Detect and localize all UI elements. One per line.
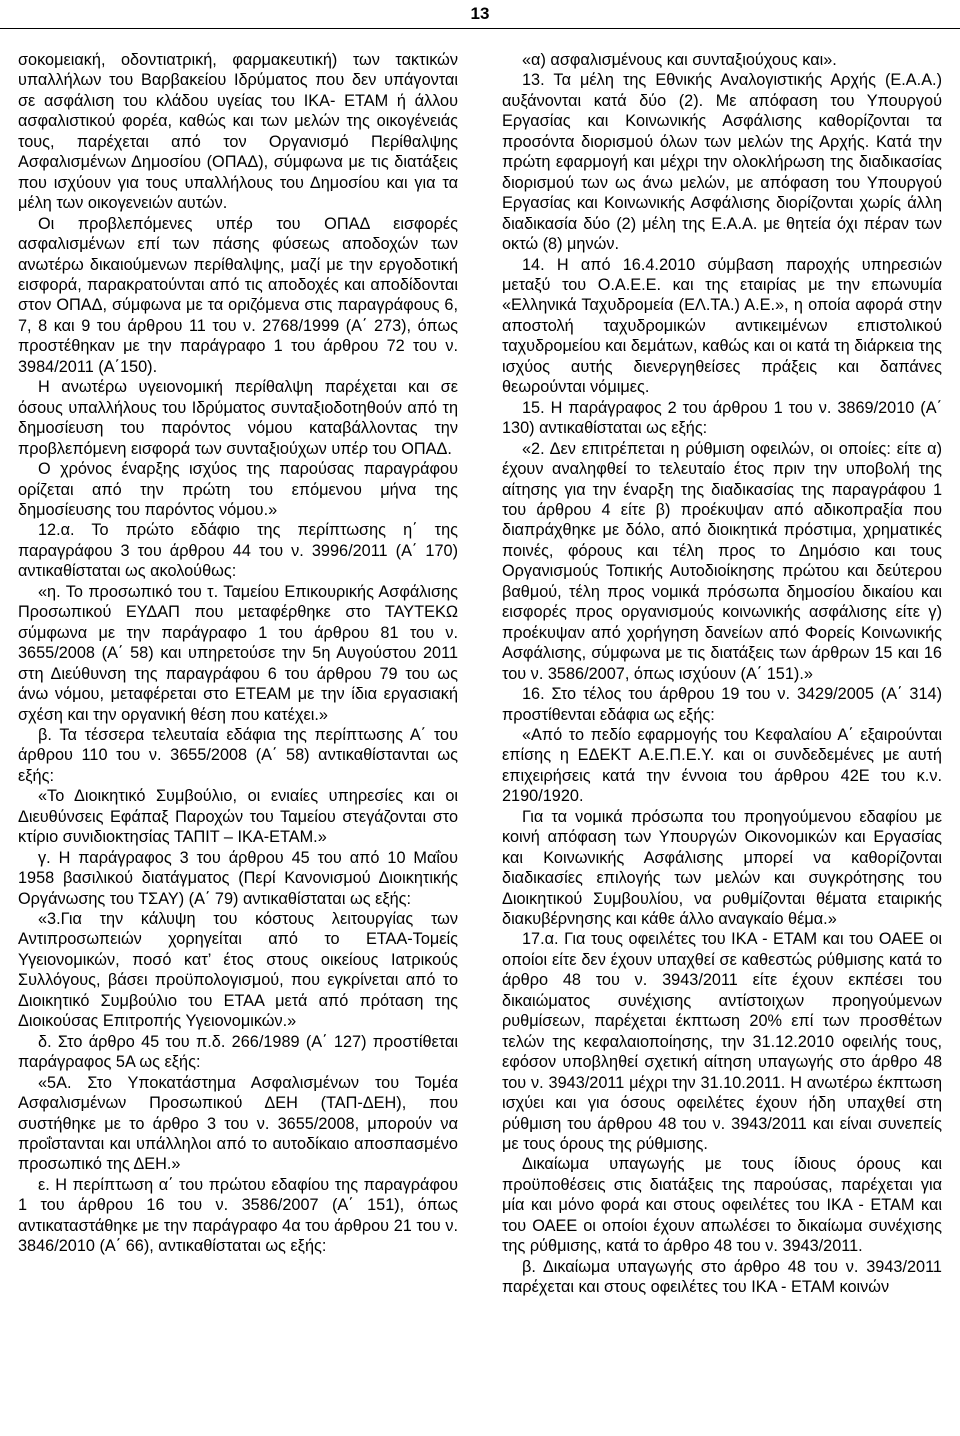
- paragraph: β. Τα τέσσερα τελευταία εδάφια της περίπτωσης Α΄ του άρθρου 110 του ν. 3655/2008 (Α΄ 58) αντικαθίστανται ως εξής:: [18, 725, 458, 785]
- paragraph: «Το Διοικητικό Συμβούλιο, οι ενιαίες υπηρεσίες και οι Διευθύνσεις Εφάπαξ Παροχών του Ταμείου στεγάζονται στο κτίριο συνιδιοκτησίας ΤΑΠΙΤ – ΙΚΑ-ΕΤΑΜ.»: [18, 787, 458, 847]
- paragraph: σοκομειακή, οδοντιατρική, φαρμακευτική) των τακτικών υπαλλήλων του Βαρβακείου Ιδρύματος που δεν υπάγονται σε ασφάλιση του κλάδου υγείας του ΙΚΑ- ΕΤΑΜ ή άλλου ασφαλιστικού φορέα, καθώς και των μελών της οικογένειάς τους, παρέχεται από τον Οργανισμό Περίθαλψης Ασφαλισμένων Δημοσίου (ΟΠΑΔ), σύμφωνα με τις διατάξεις που ισχύουν για τους υπαλλήλους του Δημοσίου και για τα μέλη των οικογενειών αυτών.: [18, 51, 458, 213]
- paragraph: Ο χρόνος έναρξης ισχύος της παρούσας παραγράφου ορίζεται από την πρώτη του επόμενου μήνα της δημοσίευσης του παρόντος νόμου.»: [18, 460, 458, 519]
- paragraph: «2. Δεν επιτρέπεται η ρύθμιση οφειλών, οι οποίες: είτε α) έχουν αναληφθεί το τελευταίο έτος πριν την υποβολή της αίτησης για την έναρξη της διαδικασίας της παραγράφου 1 του άρθρου 4 είτε β) προέκυψαν από αδικοπραξία που διαπράχθηκε με δόλο, από διοικητικά πρόστιμα, χρηματικές ποινές, φόρους και τέλη προς το Δημόσιο και τους Οργανισμούς Τοπικής Αυτοδιοίκησης πρώτου και δεύτερου βαθμού, τέλη προς νομικά πρόσωπα δημοσίου δικαίου και εισφορές προς οργανισμούς κοινωνικής ασφάλισης είτε γ) προέκυψαν από χορήγηση δανείων από Φορείς Κοινωνικής Ασφάλισης, σύμφωνα με τις διατάξεις των άρθρων 15 και 16 του ν. 3586/2007, όπως ισχύουν (Α΄ 151).»: [502, 439, 942, 683]
- paragraph: 14. Η από 16.4.2010 σύμβαση παροχής υπηρεσιών μεταξύ του Ο.Α.Ε.Ε. και της εταιρίας με την επωνυμία «Ελληνικά Ταχυδρομεία (ΕΛ.ΤΑ.) Α.Ε.», η οποία αφορά στην αποστολή ταχυδρομικών αντικειμένων επιστολικού ταχυδρομείου και δεμάτων, καθώς και οι κατά τη διάρκεια της ισχύος αυτής διενεργηθείσες πράξεις και δαπάνες θεωρούνται νόμιμες.: [502, 255, 942, 397]
- paragraph: 13. Τα μέλη της Εθνικής Αναλογιστικής Αρχής (Ε.Α.Α.) αυξάνονται κατά δύο (2). Με απόφαση του Υπουργού Εργασίας και Κοινωνικής Ασφάλισης καθορίζονται τα προσόντα διορισμού όλων των μελών της Αρχής. Κατά την πρώτη εφαρμογή και μέχρι την ολοκλήρωση της διαδικασίας διορισμού των ως άνω μελών, με απόφαση του Υπουργού Εργασίας και Κοινωνικής Ασφάλισης διορίζονται χωρίς άλλη διαδικασία δύο (2) μέλη της Ε.Α.Α. με θητεία όχι πέραν των οκτώ (8) μηνών.: [502, 71, 942, 254]
- paragraph: «Από το πεδίο εφαρμογής του Κεφαλαίου Α΄ εξαιρούνται επίσης η ΕΔΕΚΤ Α.Ε.Π.Ε.Υ. και οι συνδεδεμένες με αυτή επιχειρήσεις κατά την έννοια του άρθρου 42Ε του κ.ν. 2190/1920.: [502, 725, 942, 806]
- paragraph: 16. Στο τέλος του άρθρου 19 του ν. 3429/2005 (Α΄ 314) προστίθενται εδάφια ως εξής:: [502, 685, 942, 724]
- left-column: [18, 50, 458, 1430]
- paragraph: 12.α. Το πρώτο εδάφιο της περίπτωσης η΄ της παραγράφου 3 του άρθρου 44 του ν. 3996/2011 (Α΄ 170) αντικαθίσταται ως ακολούθως:: [18, 521, 458, 581]
- paragraph: «3.Για την κάλυψη του κόστους λειτουργίας των Αντιπροσωπειών χορηγείται από το ΕΤΑΑ-Τομείς Υγειονομικών, ποσό κατ’ έτος στους οικείους Ιατρικούς Συλλόγους, βάσει προϋπολογισμού, που εγκρίνεται από το Διοικητικό Συμβούλιο του ΕΤΑΑ μετά από πρόταση της Διοικούσας Επιτροπής Υγειονομικών.»: [18, 910, 458, 1031]
- paragraph: «5Α. Στο Υποκατάστημα Ασφαλισμένων του Τομέα Ασφαλισμένων Προσωπικού ΔΕΗ (ΤΑΠ-ΔΕΗ), που συστήθηκε με το άρθρο 3 του ν. 3655/2008, μπορούν να προΐστανται και υπάλληλοι από το αυτοδίκαιο αποσπασμένο προσωπικό της ΔΕΗ.»: [18, 1073, 458, 1174]
- paragraph: ε. Η περίπτωση α΄ του πρώτου εδαφίου της παραγράφου 1 του άρθρου 16 του ν. 3586/2007 (Α΄ 151), όπως αντικαταστάθηκε με την παράγραφο 4α του άρθρου 21 του ν. 3846/2010 (Α΄ 66), αντικαθίσταται ως εξής:: [18, 1175, 458, 1256]
- paragraph: 15. Η παράγραφος 2 του άρθρου 1 του ν. 3869/2010 (Α΄ 130) αντικαθίσταται ως εξής:: [502, 398, 942, 438]
- paragraph: Δικαίωμα υπαγωγής με τους ίδιους όρους και προϋποθέσεις στις διατάξεις της παρούσας, παρέχεται για μία και μόνο φορά και στους οφειλέτες του ΙΚΑ - ΕΤΑΜ και του ΟΑΕΕ οι οποίοι έχουν απωλέσει το δικαίωμα συνέχισης της ρύθμισης, κατά το άρθρο 48 του ν. 3943/2011.: [502, 1155, 942, 1256]
- paragraph: «α) ασφαλισμένους και συνταξιούχους και».: [522, 51, 837, 69]
- paragraph: γ. Η παράγραφος 3 του άρθρου 45 του από 10 Μαΐου 1958 βασιλικού διατάγματος (Περί Κανονισμού Διοικητικής Οργάνωσης του ΤΣΑΥ) (Α΄ 79) αντικαθίσταται ως εξής:: [18, 848, 458, 908]
- paragraph: Η ανωτέρω υγειονομική περίθαλψη παρέχεται και σε όσους υπαλλήλους του Ιδρύματος συνταξιοδοτηθούν από τη δημοσίευση του παρόντος νόμου καταβάλλοντας την προβλεπόμενη εισφορά των συνταξιούχων υπέρ του ΟΠΑΔ.: [18, 378, 458, 458]
- paragraph: β. Δικαίωμα υπαγωγής στο άρθρο 48 του ν. 3943/2011 παρέχεται και στους οφειλέτες του ΙΚΑ - ΕΤΑΜ κοινών: [502, 1257, 942, 1297]
- page-number: 13: [470, 4, 490, 23]
- right-column: [502, 50, 942, 1430]
- header-rule: [0, 28, 960, 29]
- paragraph: Για τα νομικά πρόσωπα του προηγούμενου εδαφίου με κοινή απόφαση των Υπουργών Οικονομικών και Εργασίας και Κοινωνικής Ασφάλισης μπορεί να καθορίζονται διαδικασίες επιλογής των μελών και συγκρότησης του Διοικητικού Συμβουλίου, να ρυθμίζονται θέματα εταιρικής διακυβέρνησης και κάθε άλλο αναγκαίο θέμα.»: [502, 807, 942, 929]
- paragraph: Οι προβλεπόμενες υπέρ του ΟΠΑΔ εισφορές ασφαλισμένων επί των πάσης φύσεως αποδοχών των ανωτέρω δικαιούμενων περίθαλψης, μαζί με την εργοδοτική εισφορά, παρακρατούνται από τις αποδοχές και αποδίδονται στον ΟΠΑΔ, σύμφωνα με τα οριζόμενα στις παραγράφους 6, 7, 8 και 9 του άρθρου 11 του ν. 2768/1999 (Α΄ 273), όπως προστέθηκαν με την παράγραφο 1 του άρθρου 72 του ν. 3984/2011 (Α΄150).: [18, 214, 458, 376]
- paragraph: δ. Στο άρθρο 45 του π.δ. 266/1989 (Α΄ 127) προστίθεται παράγραφος 5Α ως εξής:: [18, 1032, 458, 1072]
- paragraph: «η. Το προσωπικό του τ. Ταμείου Επικουρικής Ασφάλισης Προσωπικού ΕΥΔΑΠ που μεταφέρθηκε στο ΤΑΥΤΕΚΩ σύμφωνα με την παράγραφο 1 του άρθρου 81 του ν. 3655/2008 (Α΄ 58) και υπηρετούσε την 5η Αυγούστου 2011 στη Διεύθυνση της παραγράφου 6 του άρθρου 79 του ως άνω νόμου, μεταφέρεται στο ΕΤΕΑΜ με την ίδια εργασιακή σχέση και την οργανική θέση που κατέχει.»: [18, 582, 458, 724]
- paragraph: 17.α. Για τους οφειλέτες του ΙΚΑ - ΕΤΑΜ και του ΟΑΕΕ οι οποίοι είτε δεν έχουν υπαχθεί σε καθεστώς ρύθμισης κατά το άρθρο 48 του ν. 3943/2011 είτε έχουν εκπέσει του δικαιώματος συνέχισης αντίστοιχων προηγούμενων ρυθμίσεων, παρέχεται έκπτωση 20% επί των προσθέτων τελών της κεφαλαιοποίησης, την 31.12.2010 οφειλής τους, εφόσον υποβληθεί σχετική αίτηση υπαγωγής στο άρθρο 48 του ν. 3943/2011 μέχρι την 31.10.2011. Η ανωτέρω έκπτωση ισχύει και για όσους οφειλέτες έχουν ήδη υπαχθεί στη ρύθμιση του άρθρου 48 του ν. 3943/2011 και είναι συνεπείς με τους όρους της ρύθμισης.: [502, 930, 942, 1154]
